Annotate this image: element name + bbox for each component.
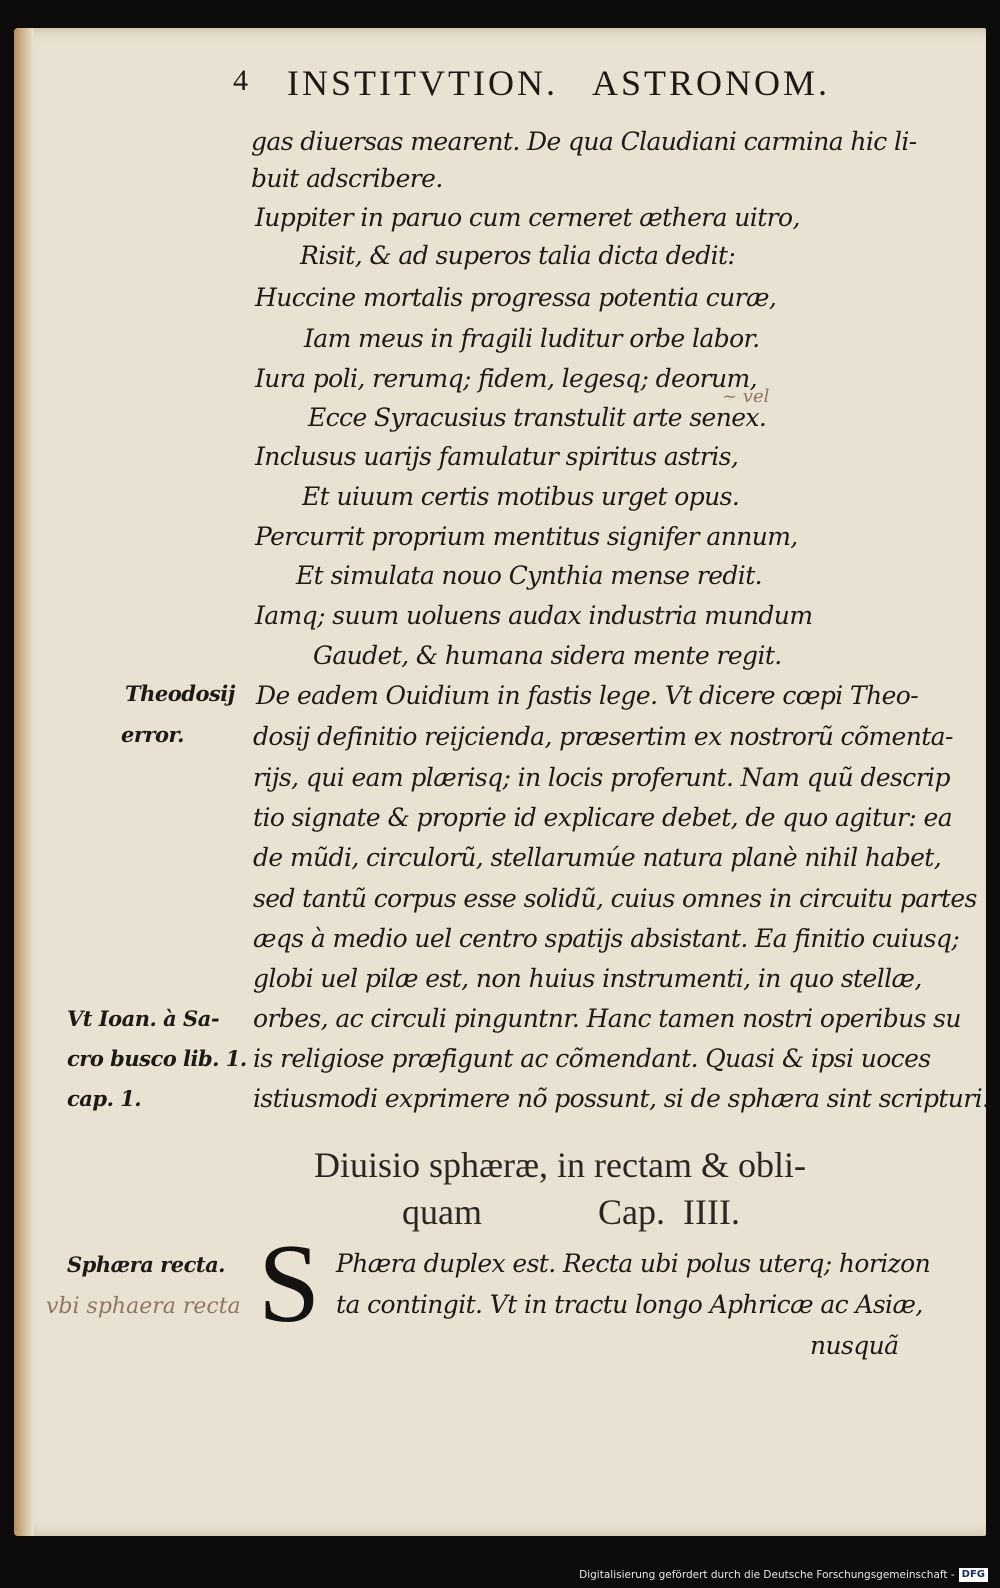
- body-line: Phæra duplex est. Recta ubi polus uterq; horizon: [336, 1249, 931, 1278]
- body-line: De eadem Ouidium in fastis lege. Vt dicere cœpi Theo-: [256, 681, 919, 710]
- verse-line: Iuppiter in paruo cum cerneret æthera uitro,: [255, 203, 800, 232]
- body-line: orbes, ac circuli pinguntnr. Hanc tamen nostri operibus su: [253, 1004, 961, 1033]
- body-line: dosij definitio reijcienda, præsertim ex nostrorũ cõmenta-: [253, 722, 953, 751]
- chapter-heading: quam: [402, 1192, 482, 1232]
- body-line: gas diuersas mearent. De qua Claudiani carmina hic li-: [251, 127, 917, 156]
- verse-line: Risit, & ad superos talia dicta dedit:: [300, 241, 736, 270]
- handwritten-note: vbi sphaera recta: [46, 1294, 241, 1319]
- digitization-footer: [579, 1566, 988, 1584]
- page-number: 4: [233, 64, 251, 97]
- running-title: INSTITVTION. ASTRONOM.: [287, 63, 830, 103]
- chapter-heading: Diuisio sphæræ, in rectam & obli-: [314, 1145, 806, 1185]
- page-gutter: [14, 28, 34, 1536]
- body-line: ta contingit. Vt in tractu longo Aphricæ ac Asiæ,: [336, 1290, 923, 1319]
- footer-text: Digitalisierung gefördert durch die Deutsche Forschungsgemeinschaft -: [579, 1569, 955, 1581]
- chapter-number: Cap. IIII.: [598, 1192, 740, 1232]
- verse-line: Et simulata nouo Cynthia mense redit.: [296, 561, 762, 590]
- catchword: nusquã: [810, 1331, 899, 1360]
- body-line: sed tantũ corpus esse solidũ, cuius omnes in circuitu partes: [253, 884, 977, 913]
- verse-line: Iura poli, rerumq; fidem, legesq; deorum,: [255, 364, 757, 393]
- verse-line: Percurrit proprium mentitus signifer annum,: [255, 522, 798, 551]
- verse-line: Iam meus in fragili luditur orbe labor.: [304, 324, 760, 353]
- body-line: is religiose præfigunt ac cõmendant. Quasi & ipsi uoces: [253, 1044, 931, 1073]
- verse-line: Gaudet, & humana sidera mente regit.: [313, 641, 782, 670]
- verse-line: Et uiuum certis motibus urget opus.: [302, 482, 740, 511]
- margin-note: error.: [121, 722, 184, 747]
- margin-note: cap. 1.: [67, 1086, 142, 1111]
- body-line: rijs, qui eam plærisq; in locis proferunt. Nam quũ descrip: [253, 763, 950, 792]
- body-line: globi uel pilæ est, non huius instrumenti, in quo stellæ,: [253, 964, 922, 993]
- verse-line: Ecce Syracusius transtulit arte senex.: [308, 403, 767, 432]
- margin-note: Sphæra recta.: [67, 1252, 225, 1277]
- margin-note: Theodosij: [125, 681, 235, 706]
- margin-note: Vt Ioan. à Sa-: [67, 1006, 220, 1031]
- handwritten-note: ~ vel: [722, 386, 770, 407]
- body-line: de mũdi, circulorũ, stellarumúe natura planè nihil habet,: [253, 843, 942, 872]
- verse-line: Iamq; suum uoluens audax industria mundum: [255, 601, 813, 630]
- dfg-logo: DFG: [959, 1568, 988, 1582]
- body-line: æqs à medio uel centro spatijs absistant. Ea finitio cuiusq;: [253, 924, 960, 953]
- body-line: tio signate & proprie id explicare debet, de quo agitur: ea: [253, 803, 953, 832]
- body-line: buit adscribere.: [251, 164, 443, 193]
- drop-cap: S: [258, 1222, 321, 1346]
- body-line: istiusmodi exprimere nõ possunt, si de sphæra sint scripturi.: [253, 1084, 990, 1113]
- verse-line: Inclusus uarijs famulatur spiritus astris,: [255, 442, 739, 471]
- verse-line: Huccine mortalis progressa potentia curæ,: [255, 283, 777, 312]
- margin-note: cro busco lib. 1.: [67, 1046, 247, 1071]
